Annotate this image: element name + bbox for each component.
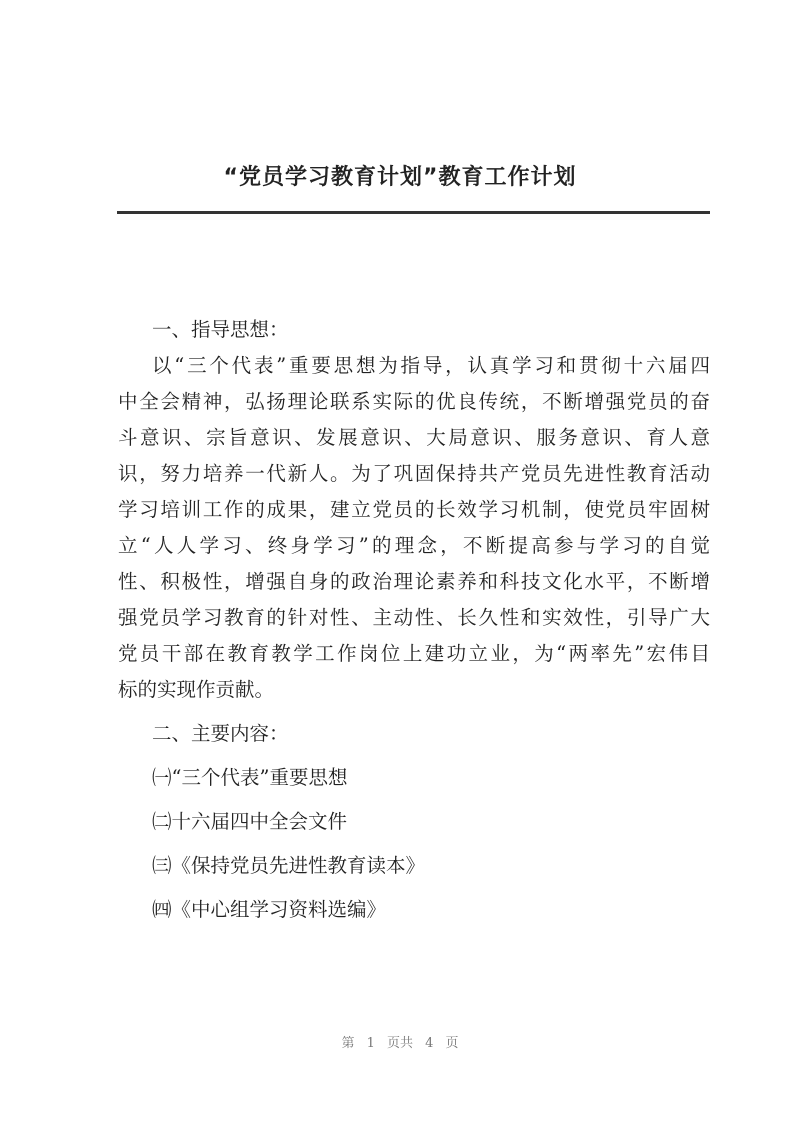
list-item: ㈠“三个代表”重要思想 bbox=[152, 766, 348, 789]
paragraph-line: 识，努力培养一代新人。为了巩固保持共产党员先进性教育活动 bbox=[118, 462, 710, 485]
paragraph-line: 斗意识、宗旨意识、发展意识、大局意识、服务意识、育人意 bbox=[118, 426, 710, 449]
paragraph-line: 党员干部在教育教学工作岗位上建功立业，为“两率先”宏伟目 bbox=[118, 642, 710, 665]
paragraph-line: 强党员学习教育的针对性、主动性、长久性和实效性，引导广大 bbox=[118, 606, 710, 629]
document-body bbox=[118, 312, 710, 932]
list-item: ㈢《保持党员先进性教育读本》 bbox=[152, 854, 426, 877]
list-item: ㈣《中心组学习资料选编》 bbox=[152, 898, 387, 921]
section-heading: 一、指导思想： bbox=[152, 318, 289, 341]
paragraph-line: 性、积极性，增强自身的政治理论素养和科技文化水平，不断增 bbox=[118, 570, 710, 593]
document-title: “党员学习教育计划”教育工作计划 bbox=[223, 165, 577, 190]
paragraph-line: 以“三个代表”重要思想为指导，认真学习和贯彻十六届四 bbox=[152, 354, 710, 377]
paragraph-line: 中全会精神，弘扬理论联系实际的优良传统，不断增强党员的奋 bbox=[118, 390, 710, 413]
paragraph-line: 学习培训工作的成果，建立党员的长效学习机制，使党员牢固树 bbox=[118, 498, 710, 521]
page-number: 第 1 页共 4 页 bbox=[341, 1036, 459, 1051]
paragraph-line: 标的实现作贡献。 bbox=[118, 678, 275, 701]
list-item: ㈡十六届四中全会文件 bbox=[152, 810, 348, 833]
paragraph-line: 立“人人学习、终身学习”的理念，不断提高参与学习的自觉 bbox=[118, 534, 710, 557]
title-divider bbox=[117, 211, 710, 214]
section-heading: 二、主要内容： bbox=[152, 722, 289, 745]
